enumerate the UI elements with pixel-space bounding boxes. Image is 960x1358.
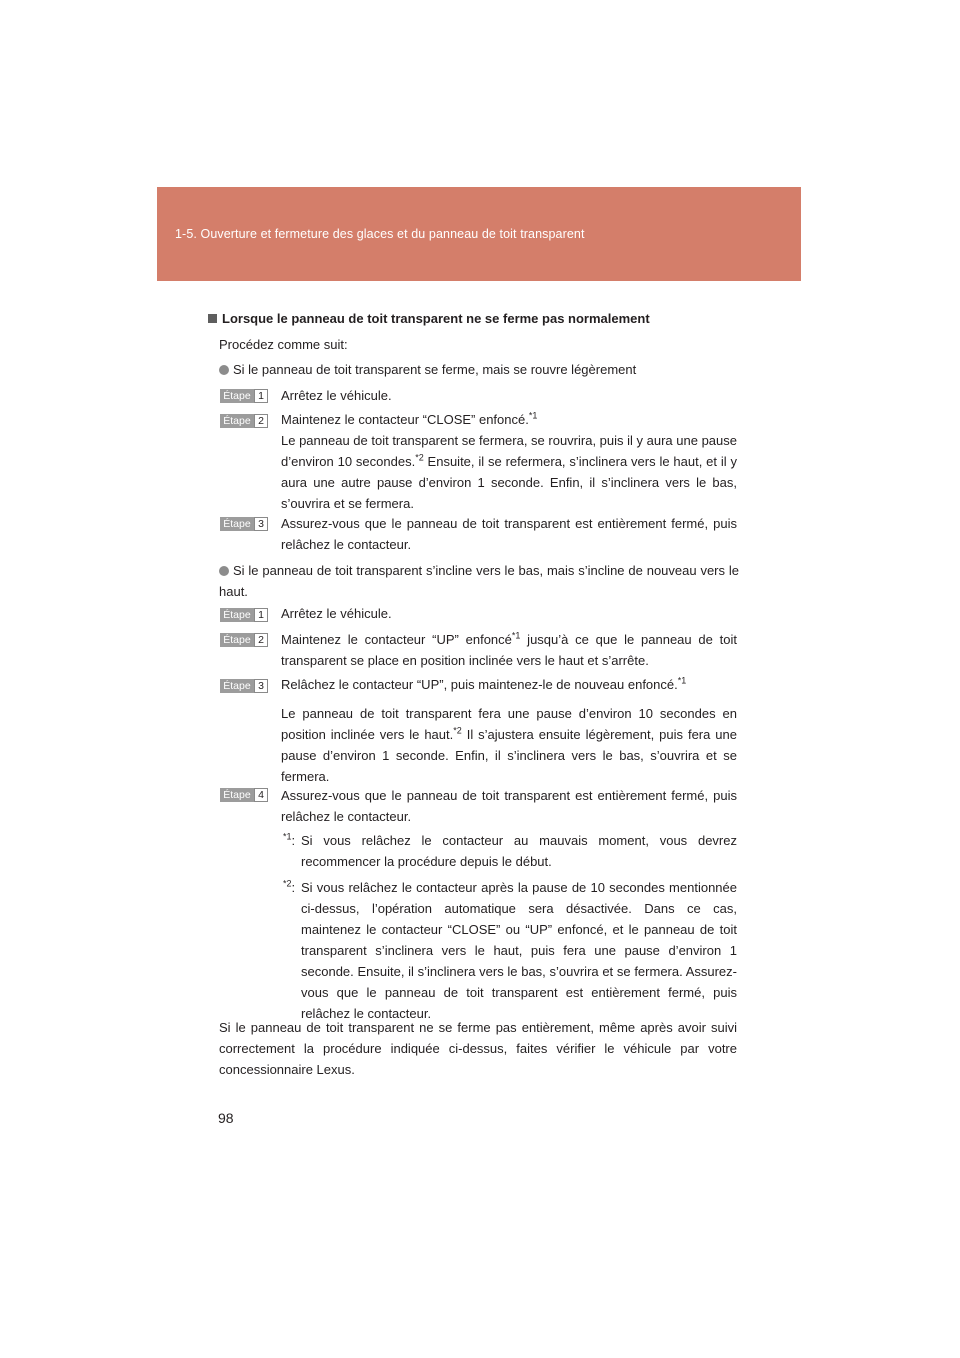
- step-badge: [220, 389, 270, 403]
- footnote-ref: *2: [415, 452, 424, 463]
- step-number: 2: [254, 633, 268, 647]
- step-number: 2: [254, 414, 268, 428]
- case2-step1-text: Arrêtez le véhicule.: [281, 606, 392, 621]
- case2-step2-b: jusqu’à ce que le panneau de toit transparent se place en position inclinée vers le haut et s’arrête.: [281, 632, 737, 668]
- case2-step3-main: Relâchez le contacteur “UP”, puis maintenez-le de nouveau enfoncé.: [281, 677, 678, 692]
- square-bullet-icon: [208, 314, 217, 323]
- step-word: Étape: [220, 608, 254, 622]
- footnote-mark-text: *2: [283, 878, 292, 889]
- chapter-header-band: [157, 187, 801, 281]
- case2-step2-a: Maintenez le contacteur “UP” enfoncé: [281, 632, 512, 647]
- step-word: Étape: [220, 633, 254, 647]
- footnote-mark: $^{*1}$:: [283, 831, 296, 848]
- step-badge: [220, 608, 270, 622]
- step-word: Étape: [220, 517, 254, 531]
- step-number: 1: [254, 608, 268, 622]
- case1-step1-text: Arrêtez le véhicule.: [281, 388, 392, 403]
- case1-step3-text: Assurez-vous que le panneau de toit transparent est entièrement fermé, puis relâchez le contacteur.: [281, 516, 737, 552]
- chapter-title: 1-5. Ouverture et fermeture des glaces et du panneau de toit transparent: [175, 227, 585, 241]
- section-heading-text: Lorsque le panneau de toit transparent ne se ferme pas normalement: [222, 311, 650, 326]
- case1-bullet-text: Si le panneau de toit transparent se ferme, mais se rouvre légèrement: [233, 362, 637, 377]
- case1-step2-detail: [281, 430, 737, 514]
- case1-bullet: [219, 360, 636, 380]
- footnote-1: Si vous relâchez le contacteur au mauvais moment, vous devrez recommencer la procédure depuis le début.: [301, 833, 737, 869]
- case2-step3-text: [281, 675, 686, 695]
- page-number: 98: [218, 1110, 234, 1126]
- footnote-ref: *1: [511, 630, 521, 641]
- case2-step2-text: [281, 629, 737, 671]
- case2-bullet: [219, 560, 739, 602]
- circle-bullet-icon: [219, 566, 229, 576]
- step-word: Étape: [220, 788, 254, 802]
- case2-step3-detail-a: Le panneau de toit transparent fera une pause d’environ 10 secondes en position inclinée vers le haut.: [281, 706, 737, 742]
- footnote-ref: *2: [453, 725, 462, 736]
- footnote-mark-text: *1: [283, 831, 292, 842]
- case2-step4-text: Assurez-vous que le panneau de toit transparent est entièrement fermé, puis relâchez le contacteur.: [281, 788, 737, 824]
- case1-step2-detail-a: Le panneau de toit transparent se fermera, se rouvrira, puis il y aura une pause d’environ 10 secondes.: [281, 433, 737, 469]
- section-heading: [208, 309, 650, 329]
- case1-step2-detail-b: Ensuite, il se refermera, s’inclinera vers le haut, et il y aura une autre pause d’environ 1 seconde. Enfin, il s’inclinera vers le bas, s’ouvrira et se fermera.: [281, 454, 738, 511]
- case2-bullet-text: Si le panneau de toit transparent s’incline vers le bas, mais s’incline de nouveau vers le haut.: [219, 563, 739, 599]
- step-badge: [220, 414, 270, 428]
- step-word: Étape: [220, 414, 254, 428]
- footnote-2: Si vous relâchez le contacteur après la pause de 10 secondes mentionnée ci-dessus, l’opération automatique sera désactivée. Dans ce cas, maintenez le contacteur “CLOSE” ou “UP” enfoncé, et le panneau de toit transparent s’inclinera vers le haut, puis fera une pause d’environ 1 seconde. Ensuite, il s’inclinera vers le bas, s’ouvrira et se fermera. Assurez-vous que le panneau de toit transparent est entièrement fermé, puis relâchez le contacteur.: [301, 880, 737, 1021]
- step-badge: [220, 679, 270, 693]
- intro-text: Procédez comme suit:: [219, 337, 348, 352]
- step-badge: [220, 788, 270, 802]
- step-word: Étape: [220, 389, 254, 403]
- step-number: 1: [254, 389, 268, 403]
- case1-step2-text: [281, 410, 537, 430]
- case2-step3-detail: [281, 703, 737, 787]
- step-badge: [220, 633, 270, 647]
- step-badge: [220, 517, 270, 531]
- footnote-mark: $^{*2}$:: [283, 878, 296, 895]
- step-number: 4: [254, 788, 268, 802]
- step-number: 3: [254, 679, 268, 693]
- footnote-ref: *1: [677, 675, 687, 686]
- step-number: 3: [254, 517, 268, 531]
- step-word: Étape: [220, 679, 254, 693]
- footnote-ref: *1: [528, 410, 538, 421]
- closing-paragraph: Si le panneau de toit transparent ne se ferme pas entièrement, même après avoir suivi correctement la procédure indiquée ci-dessus, faites vérifier le véhicule par votre concessionnaire Lexus.: [219, 1020, 737, 1077]
- case1-step2-main: Maintenez le contacteur “CLOSE” enfoncé.: [281, 412, 529, 427]
- circle-bullet-icon: [219, 365, 229, 375]
- case2-step3-detail-b: Il s’ajustera ensuite légèrement, puis fera une pause d’environ 1 seconde. Enfin, il s’inclinera vers le bas, s’ouvrira et se fermera.: [281, 727, 737, 784]
